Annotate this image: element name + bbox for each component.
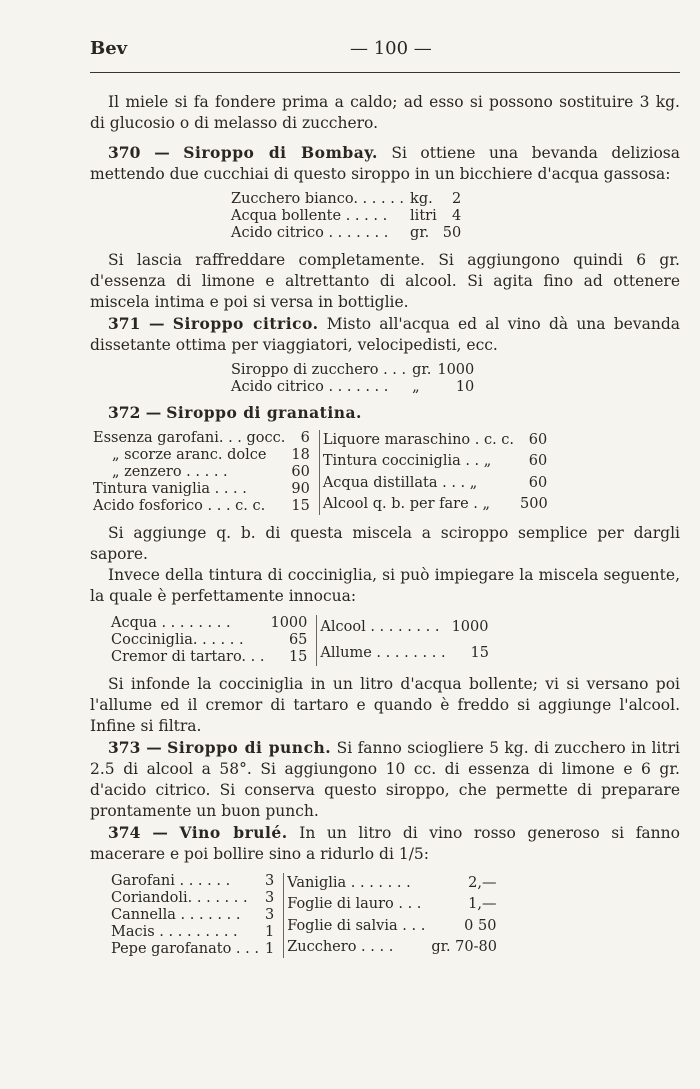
ingredient-table [228,191,464,242]
ingredient-qty: 60 [528,474,548,491]
page-body [90,92,680,958]
ingredient-row [108,941,277,958]
ingredient-name: „ zenzero . . . . . [112,464,228,480]
ingredient-qty: 15 [288,649,308,665]
ingredient-name: Garofani . . . . . . [111,873,231,889]
ingredient-table-left [108,615,310,666]
ingredient-unit: gr. [412,362,432,378]
ingredient-qty: 1,— [468,896,497,913]
recipe-text: In un litro di vino rosso generoso si fanno macerare e poi bollire sino a ridurlo di 1/5: [90,824,680,863]
recipe-372-heading [108,402,680,424]
ingredient-row [319,451,550,472]
ingredient-unit: litri [410,208,437,224]
ingredient-name: Zucchero bianco. . . . . . [231,191,405,207]
recipe-text: Misto all'acqua ed al vino dà una bevanda dissetante ottima per viaggiatori, velocipedisti, ecc. [90,315,680,354]
ingredient-qty: 60 [528,453,548,470]
paragraph: Si lascia raffreddare completamente. Si aggiungono quindi 6 gr. d'essenza di limone e altrettanto di alcool. Si agita fino ad ottenere miscela intima e poi si versa in bottiglie. [90,251,680,311]
ingredient-name: Essenza garofani. . . gocc. [93,430,286,446]
ingredient-qty: 1000 [451,619,489,636]
ingredient-name: Tintura vaniglia . . . . [93,481,247,497]
ingredient-row [108,907,277,924]
ingredient-columns [90,430,680,515]
ingredient-qty: 500 [520,495,548,512]
ingredient-table-left [90,430,313,515]
ingredient-name: Acqua distillata . . . „ [322,474,478,491]
recipe-number: 370 — [108,143,170,162]
paragraph: Si aggiunge q. b. di questa miscela a sciroppo semplice per dargli sapore. [90,524,680,563]
header-rule [90,72,680,73]
recipe-373 [90,737,680,822]
ingredient-qty: 60 [291,464,310,480]
ingredient-row [108,890,277,907]
ingredient-name: Pepe garofanato . . . [111,941,259,957]
ingredient-row [90,481,313,498]
ingredient-unit: gr. [410,225,430,241]
ingredient-row [90,430,313,447]
ingredient-name: Acqua . . . . . . . . [111,615,231,631]
ingredient-row [90,447,313,464]
ingredient-row [108,924,277,941]
ingredient-name: Vaniglia . . . . . . . [287,875,411,892]
ingredient-row [319,430,550,451]
ingredient-row [228,208,464,225]
ingredient-name: Allume . . . . . . . . [320,644,446,661]
ingredient-row [228,225,464,242]
ingredient-name: Foglie di lauro . . . [287,896,422,913]
recipe-text: Si ottiene una bevanda deliziosa mettendo due cucchiai di questo siroppo in un bicchiere d'acqua gassosa: [90,144,680,183]
ingredient-row [108,615,310,632]
paragraph: Si infonde la cocciniglia in un litro d'acqua bollente; vi si versano poi l'allume ed il cremor di tartaro e quando è freddo si aggiunge l'alcool. Infine si filtra. [90,675,680,735]
ingredient-row [228,191,464,208]
ingredient-qty: 90 [291,481,310,497]
ingredient-table [228,362,477,396]
recipe-title: Siroppo di granatina. [166,403,362,422]
ingredient-name: Alcool . . . . . . . . [320,619,440,636]
ingredient-name: Liquore maraschino . c. c. [322,432,515,449]
ingredient-row [108,632,310,649]
ingredient-row [319,494,550,515]
ingredient-name: Cannella . . . . . . . [111,907,241,923]
ingredient-columns [108,873,680,958]
ingredient-qty: 6 [300,430,310,446]
header-section: Bev [90,38,128,59]
ingredient-row [90,498,313,515]
ingredient-qty: 1000 [270,615,308,631]
ingredient-name: Acqua bollente . . . . . [231,208,388,224]
ingredient-name: Siroppo di zucchero . . . [231,362,407,378]
recipe-number: 371 — [108,314,165,333]
ingredient-qty: gr. 70-80 [431,938,497,955]
ingredient-name: Macis . . . . . . . . . [111,924,238,940]
ingredient-name: Zucchero . . . . [287,938,394,955]
ingredient-row [317,615,492,641]
ingredient-qty: 1 [264,941,275,957]
paragraph: Il miele si fa fondere prima a caldo; ad esso si possono sostituire 3 kg. di glucosio o di melasso di zucchero. [90,93,680,132]
ingredient-row [319,473,550,494]
recipe-title: Siroppo citrico. [172,314,319,333]
ingredient-row [284,937,500,958]
recipe-number: 372 — [108,403,162,422]
page-number: — 100 — [350,38,432,59]
ingredient-qty: 2,— [468,875,497,892]
ingredient-row [108,873,277,890]
ingredient-qty: 15 [291,498,310,514]
ingredient-row [90,464,313,481]
ingredient-qty: 1 [264,924,275,940]
ingredient-name: Acido fosforico . . . c. c. [93,498,266,514]
ingredient-qty: 15 [470,644,489,661]
ingredient-qty: 1000 [437,362,475,378]
ingredient-qty: 3 [264,873,275,889]
ingredient-name: Alcool q. b. per fare . „ [322,495,491,512]
ingredient-qty: 60 [528,432,548,449]
ingredient-name: Cremor di tartaro. . . [111,649,265,665]
ingredient-table-right [316,615,492,666]
ingredient-columns [108,615,680,666]
ingredient-qty: 2 [451,191,462,207]
ingredient-row [284,894,500,915]
ingredient-row [284,873,500,894]
running-header [90,38,680,62]
ingredient-name: „ scorze aranc. dolce [112,447,267,463]
ingredient-unit: „ [412,379,420,395]
ingredient-name: Cocciniglia. . . . . . [111,632,244,648]
recipe-number: 374 — [108,823,168,842]
ingredient-table-right [319,430,551,515]
paragraph: Invece della tintura di cocciniglia, si può impiegare la miscela seguente, la quale è perfettamente innocua: [90,566,680,605]
ingredient-table-right [283,873,500,958]
ingredient-name: Coriandoli. . . . . . . [111,890,248,906]
ingredient-qty: 3 [264,907,275,923]
ingredient-table-left [108,873,277,958]
recipe-371-intro [90,313,680,356]
recipe-374-intro [90,822,680,865]
ingredient-qty: 4 [451,208,462,224]
ingredient-qty: 50 [442,225,462,241]
ingredient-name: Foglie di salvia . . . [287,917,426,934]
ingredient-name: Acido citrico . . . . . . . [231,379,389,395]
ingredient-name: Acido citrico . . . . . . . [231,225,389,241]
ingredient-unit: kg. [410,191,433,207]
recipe-title: Vino brulé. [179,823,288,842]
recipe-number: 373 — [108,738,162,757]
recipe-text: Si fanno sciogliere 5 kg. di zucchero in litri 2.5 di alcool a 58°. Si aggiungono 10 cc. di essenza di limone e 6 gr. d'acido citrico. Si conserva questo siroppo, che permette di preparare prontamente un buon punch. [90,739,680,820]
ingredient-row [284,916,500,937]
recipe-title: Siroppo di punch. [167,738,332,757]
recipe-370-intro [90,142,680,185]
ingredient-qty: 10 [455,379,475,395]
ingredient-row [228,362,477,379]
ingredient-qty: 3 [264,890,275,906]
ingredient-row [317,641,492,667]
recipe-title: Siroppo di Bombay. [183,143,378,162]
ingredient-qty: 65 [288,632,308,648]
ingredient-qty: 18 [291,447,310,463]
ingredient-name: Tintura cocciniglia . . „ [322,453,492,470]
ingredient-row [108,649,310,666]
ingredient-qty: 0 50 [464,917,497,934]
ingredient-row [228,379,477,396]
